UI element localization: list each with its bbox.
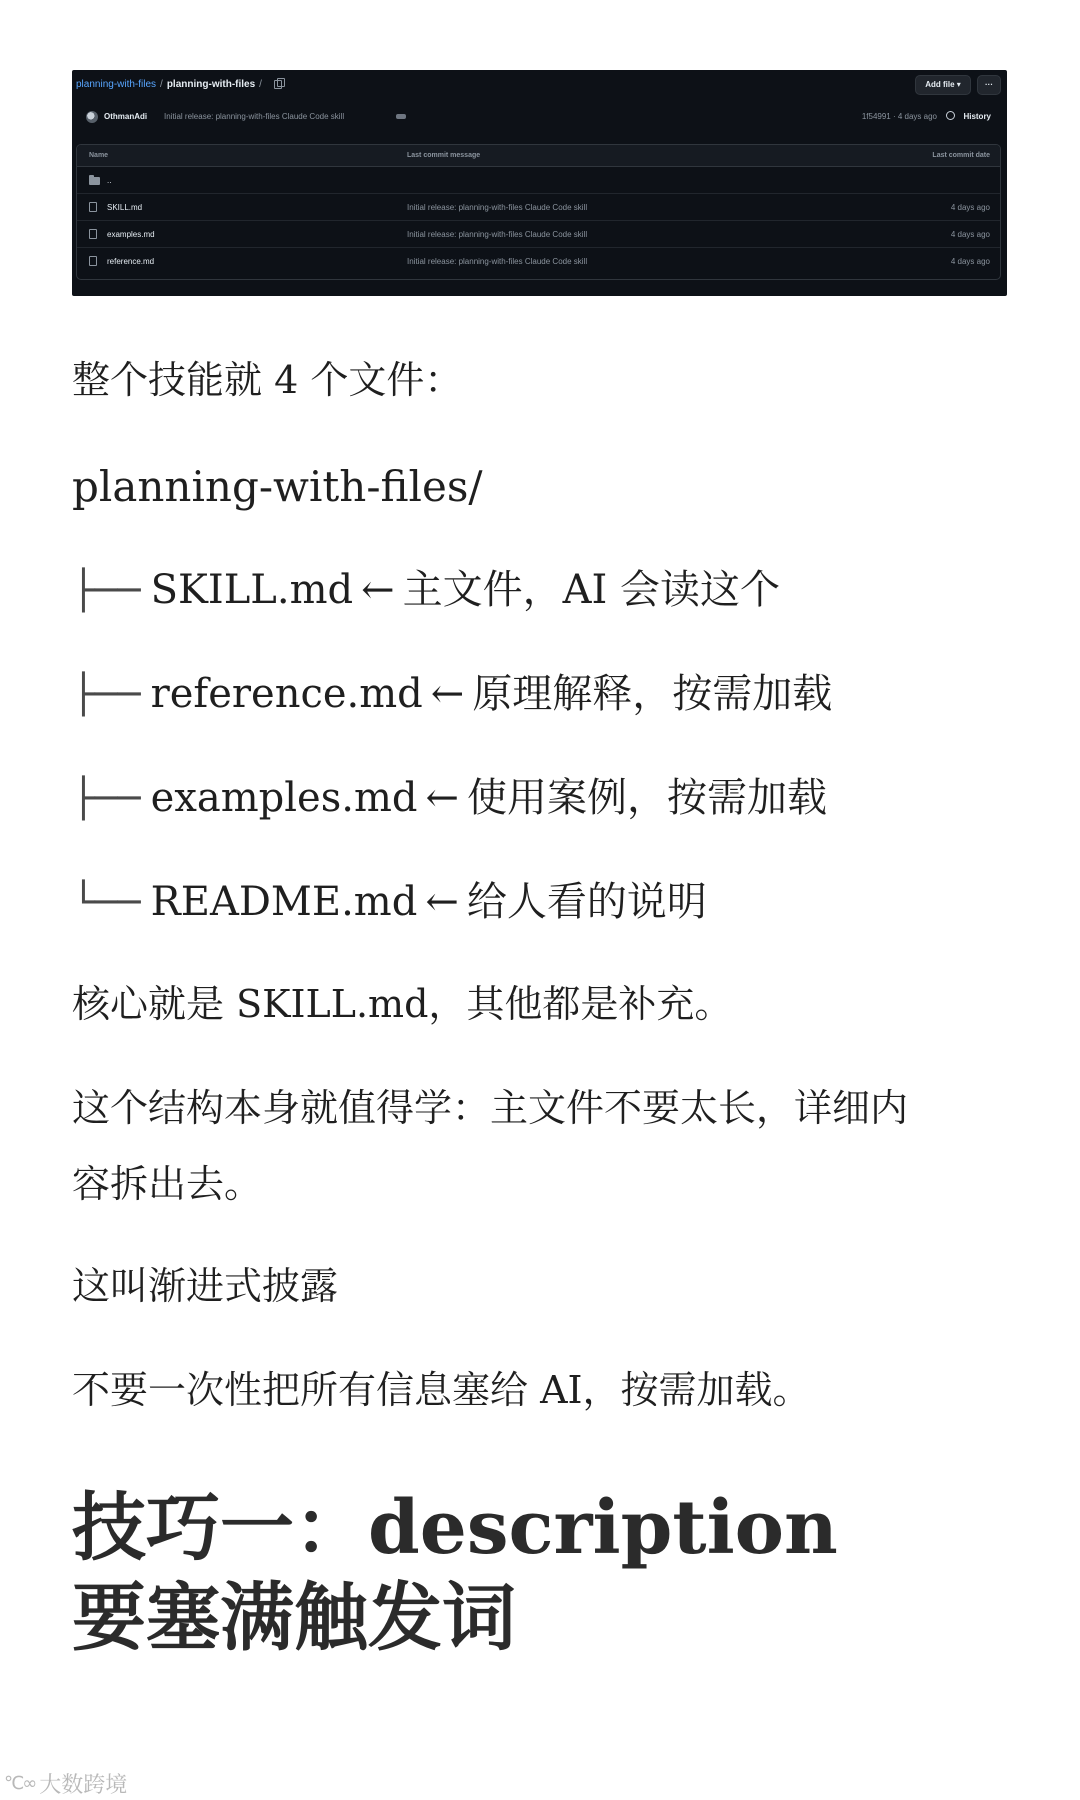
header-last-commit-message: Last commit message [407,152,481,159]
table-row-parent[interactable] [77,167,1000,194]
expand-commit-icon[interactable] [396,114,406,119]
latest-commit-bar [80,106,999,128]
section-heading-line2: 要塞满触发词 [72,1575,516,1661]
more-options-button[interactable]: ··· [977,75,1001,95]
file-table-header [77,145,1000,167]
watermark [4,1768,127,1799]
watermark-text: 大数跨境 [39,1773,128,1798]
file-commit-message[interactable]: Initial release: planning-with-files Claude Code skill [407,203,588,212]
file-icon [89,202,97,212]
file-icon [89,256,97,266]
header-last-commit-date: Last commit date [932,152,990,159]
tree-item-readme [72,878,707,926]
watermark-logo: ℃∞ [4,1773,36,1794]
table-row[interactable] [77,194,1000,221]
github-file-browser [72,70,1007,296]
tree-note: 使用案例，按需加载 [467,775,828,821]
commit-meta[interactable]: 1f54991 · 4 days ago [861,112,937,121]
history-icon[interactable] [946,111,955,120]
breadcrumb-repo-link[interactable]: planning-with-files [76,79,157,90]
structure-paragraph-line1: 这个结构本身就值得学：主文件不要太长，详细内 [72,1086,909,1130]
breadcrumb-separator: / [160,79,163,90]
left-arrow-icon: ← [425,775,460,821]
load-on-demand-paragraph: 不要一次性把所有信息塞给 AI，按需加载。 [72,1368,811,1412]
commit-author[interactable]: OthmanAdi [104,112,148,121]
parent-directory-link[interactable]: .. [107,176,112,185]
tree-branch: └── [72,880,141,924]
left-arrow-icon: ← [430,671,465,717]
table-row[interactable] [77,221,1000,248]
file-commit-date: 4 days ago [950,257,990,266]
file-commit-date: 4 days ago [950,203,990,212]
tree-note: 主文件，AI 会读这个 [402,567,781,613]
file-commit-message[interactable]: Initial release: planning-with-files Claude Code skill [407,230,588,239]
folder-name: planning-with-files/ [72,462,483,511]
file-name[interactable]: examples.md [107,230,155,239]
tree-note: 给人看的说明 [466,879,707,925]
file-name[interactable]: SKILL.md [107,203,143,212]
tree-file-name: examples.md [150,775,418,821]
core-paragraph: 核心就是 SKILL.md，其他都是补充。 [72,982,733,1026]
breadcrumb-current: planning-with-files [166,79,256,90]
tree-branch: ├── [72,568,141,612]
file-commit-date: 4 days ago [950,230,990,239]
tree-item-examples [72,774,827,822]
tree-branch: ├── [72,776,141,820]
file-name[interactable]: reference.md [107,257,155,266]
history-link[interactable]: History [963,112,991,121]
commit-message[interactable]: Initial release: planning-with-files Claude Code skill [164,112,345,121]
tree-note: 原理解释，按需加载 [472,671,833,717]
intro-paragraph: 整个技能就 4 个文件： [72,358,463,402]
tree-item-skill [72,566,780,614]
tree-file-name: reference.md [150,671,423,717]
breadcrumb [76,79,282,90]
section-heading-line1: 技巧一：description [72,1485,838,1571]
structure-paragraph-line2: 容拆出去。 [72,1162,263,1206]
tree-file-name: SKILL.md [150,567,354,613]
progressive-disclosure-paragraph: 这叫渐进式披露 [72,1264,339,1308]
github-header [72,70,1007,100]
tree-branch: ├── [72,672,141,716]
add-file-button[interactable]: Add file ▾ [915,75,971,95]
tree-item-reference [72,670,832,718]
file-icon [89,229,97,239]
copy-path-icon[interactable] [274,80,282,89]
table-row[interactable] [77,248,1000,275]
file-table [76,144,1001,280]
avatar[interactable] [86,111,98,123]
left-arrow-icon: ← [425,879,459,925]
header-name: Name [89,152,109,159]
breadcrumb-trailing-separator: / [259,79,262,90]
folder-icon [89,177,100,185]
tree-file-name: README.md [150,879,418,925]
file-commit-message[interactable]: Initial release: planning-with-files Claude Code skill [407,257,588,266]
left-arrow-icon: ← [361,567,395,613]
